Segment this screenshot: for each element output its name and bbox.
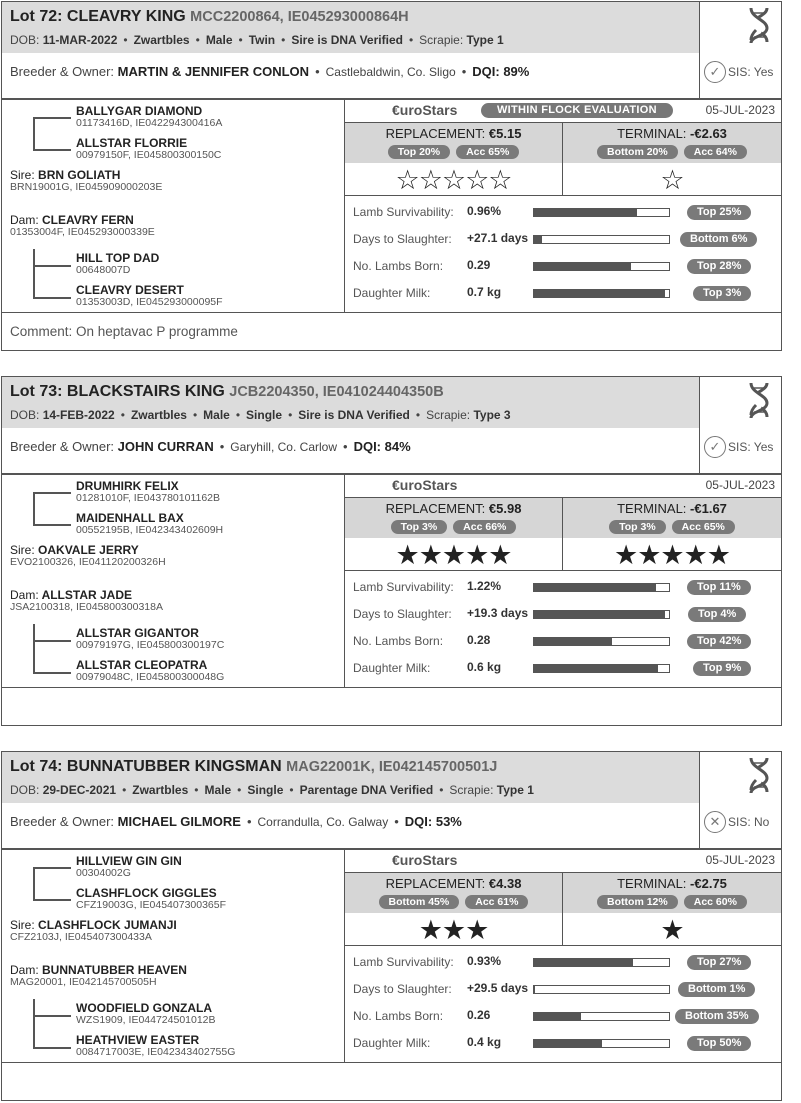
terminal-rank: Bottom 12% <box>597 895 678 909</box>
sire-dam-name: ALLSTAR FLORRIE <box>76 136 188 150</box>
evaluation-date: 05-JUL-2023 <box>705 853 775 867</box>
pedigree-line <box>33 297 71 299</box>
trait-value: 0.93% <box>467 954 502 968</box>
trait-value: 0.29 <box>467 258 491 272</box>
lot-card <box>1 376 782 726</box>
dam-id: JSA2100318, IE045800300318A <box>10 601 163 613</box>
lot-title: Lot 73: BLACKSTAIRS KING JCB2204350, IE041024404350B <box>10 383 444 400</box>
trait-rank: Top 25% <box>687 205 751 220</box>
sire-sire-id: 00304002G <box>76 867 131 879</box>
dqi: DQI: 89% <box>472 64 530 79</box>
trait-name: Daughter Milk: <box>353 286 431 300</box>
pedigree <box>2 474 345 687</box>
lot-ids: MCC2200864, IE045293000864H <box>190 9 409 25</box>
trait-row <box>345 1033 781 1055</box>
trait-bar-fill <box>534 1040 602 1047</box>
trait-bar-fill <box>534 290 665 297</box>
trait-bar-fill <box>534 584 656 591</box>
dam-sire-name: WOODFIELD GONZALA <box>76 1001 212 1015</box>
trait-value: +27.1 days <box>467 231 529 245</box>
dna-icon <box>746 381 772 419</box>
breeder-name: MARTIN & JENNIFER CONLON <box>117 64 310 79</box>
traits-list <box>345 946 781 1062</box>
comment-text: Comment: On heptavac P programme <box>10 324 238 339</box>
terminal-rank: Bottom 20% <box>597 145 678 159</box>
scrapie-label: Scrapie: <box>419 33 464 47</box>
terminal-accuracy: Acc 64% <box>684 145 747 159</box>
dam-id: 01353004F, IE045293000339E <box>10 226 155 238</box>
terminal-label: TERMINAL: -€2.75 <box>617 876 727 891</box>
sire-name: Sire: CLASHFLOCK JUMANJI <box>10 918 177 932</box>
trait-name: Days to Slaughter: <box>353 607 452 621</box>
breeder-location: Corrandulla, Co. Galway <box>257 815 389 829</box>
trait-row <box>345 631 781 653</box>
trait-bar <box>533 1012 670 1021</box>
pedigree-line <box>33 524 71 526</box>
scrapie-value: Type 1 <box>496 783 534 797</box>
replacement-index <box>345 873 563 945</box>
trait-name: Daughter Milk: <box>353 1036 431 1050</box>
breeder-label: Breeder & Owner: <box>10 814 115 829</box>
index-row <box>345 122 781 196</box>
trait-bar-fill <box>534 236 542 243</box>
trait-row <box>345 604 781 626</box>
sis-status <box>704 61 773 83</box>
lot-ids: JCB2204350, IE041024404350B <box>229 384 444 400</box>
index-row <box>345 872 781 946</box>
lot-details: DOB: 14-FEB-2022 • Zwartbles • Male • Single • Sire is DNA Verified • Scrapie: Type 3 <box>10 408 511 422</box>
sire-dam-name: MAIDENHALL BAX <box>76 511 184 525</box>
dam-name: Dam: BUNNATUBBER HEAVEN <box>10 963 187 977</box>
trait-value: +29.5 days <box>467 981 529 995</box>
lot-details: DOB: 29-DEC-2021 • Zwartbles • Male • Single • Parentage DNA Verified • Scrapie: Type 1 <box>10 783 534 797</box>
lot-header <box>2 752 699 803</box>
trait-rank: Top 3% <box>693 286 751 301</box>
breeder-name: JOHN CURRAN <box>117 439 214 454</box>
trait-bar <box>533 208 670 217</box>
lot-card <box>1 751 782 1101</box>
pedigree-line <box>33 624 35 672</box>
pedigree <box>2 849 345 1062</box>
trait-bar-fill <box>534 611 665 618</box>
breeder-location: Castlebaldwin, Co. Sligo <box>325 65 456 79</box>
sis-status <box>704 436 773 458</box>
trait-rank: Bottom 35% <box>675 1009 759 1024</box>
replacement-rank: Top 3% <box>391 520 448 534</box>
traits-list <box>345 196 781 312</box>
dob-label: DOB: <box>10 783 40 797</box>
sis-panel <box>699 752 781 848</box>
trait-bar <box>533 985 670 994</box>
replacement-rank: Top 20% <box>388 145 450 159</box>
pedigree-line <box>33 867 35 899</box>
trait-bar <box>533 664 670 673</box>
comment-box <box>2 312 781 350</box>
trait-name: Lamb Survivability: <box>353 955 454 969</box>
breeder-location: Garyhill, Co. Carlow <box>230 440 337 454</box>
breed: Zwartbles <box>132 783 189 797</box>
sire-sire-name: HILLVIEW GIN GIN <box>76 854 182 868</box>
lot-details: DOB: 11-MAR-2022 • Zwartbles • Male • Twin • Sire is DNA Verified • Scrapie: Type 1 <box>10 33 504 47</box>
dam-sire-name: HILL TOP DAD <box>76 251 160 265</box>
birth-type: Single <box>246 408 283 422</box>
replacement-rank: Bottom 45% <box>379 895 460 909</box>
trait-bar-fill <box>534 638 612 645</box>
replacement-accuracy: Acc 61% <box>465 895 528 909</box>
eurostars-logo: €uroStars <box>392 477 458 493</box>
scrapie-value: Type 3 <box>473 408 511 422</box>
sis-label: SIS: No <box>728 815 770 829</box>
trait-row <box>345 952 781 974</box>
sire-sire-name: BALLYGAR DIAMOND <box>76 104 203 118</box>
breeder-line: Breeder & Owner: JOHN CURRAN • Garyhill, Co. Carlow • DQI: 84% <box>10 439 411 454</box>
eurostars-logo: €uroStars <box>392 102 458 118</box>
dam-dam-id: 01353003D, IE045293000095F <box>76 296 223 308</box>
trait-name: No. Lambs Born: <box>353 259 444 273</box>
trait-bar-fill <box>534 263 631 270</box>
lot-header <box>2 377 699 428</box>
trait-name: Daughter Milk: <box>353 661 431 675</box>
evaluation-badge: WITHIN FLOCK EVALUATION <box>481 103 673 118</box>
trait-bar-fill <box>534 959 633 966</box>
eurostars-panel <box>345 99 781 312</box>
trait-bar <box>533 583 670 592</box>
trait-rank: Top 27% <box>687 955 751 970</box>
sire-name: Sire: BRN GOLIATH <box>10 168 121 182</box>
pedigree-line <box>33 265 71 267</box>
dob-label: DOB: <box>10 33 40 47</box>
terminal-accuracy: Acc 65% <box>672 520 735 534</box>
trait-bar <box>533 1039 670 1048</box>
breeder-label: Breeder & Owner: <box>10 64 115 79</box>
replacement-accuracy: Acc 65% <box>456 145 519 159</box>
sis-status-icon: ✓ <box>704 436 726 458</box>
pedigree-line <box>33 899 71 901</box>
lot-header <box>2 2 699 53</box>
sis-panel <box>699 2 781 98</box>
trait-name: Lamb Survivability: <box>353 580 454 594</box>
sex: Male <box>203 408 230 422</box>
dna-status: Parentage DNA Verified <box>299 783 434 797</box>
replacement-stars: ☆☆☆☆☆ <box>395 165 512 195</box>
pedigree-line <box>33 867 71 869</box>
terminal-label: TERMINAL: -€2.63 <box>617 126 727 141</box>
terminal-stars: ★ <box>660 915 684 945</box>
trait-rank: Top 42% <box>687 634 751 649</box>
trait-value: 0.96% <box>467 204 502 218</box>
dam-sire-id: WZS1909, IE044724501012B <box>76 1014 216 1026</box>
trait-rank: Top 4% <box>688 607 746 622</box>
dqi: DQI: 53% <box>404 814 462 829</box>
terminal-index <box>563 498 781 570</box>
terminal-index <box>563 123 781 195</box>
eurostars-panel <box>345 849 781 1062</box>
trait-bar <box>533 637 670 646</box>
scrapie-label: Scrapie: <box>449 783 494 797</box>
dam-name: Dam: CLEAVRY FERN <box>10 213 134 227</box>
trait-rank: Top 28% <box>687 259 751 274</box>
breeder-line: Breeder & Owner: MICHAEL GILMORE • Corrandulla, Co. Galway • DQI: 53% <box>10 814 462 829</box>
dqi: DQI: 84% <box>353 439 411 454</box>
sire-dam-name: CLASHFLOCK GIGGLES <box>76 886 217 900</box>
dob-value: 11-MAR-2022 <box>42 33 118 47</box>
lot-ids: MAG22001K, IE042145700501J <box>286 759 498 775</box>
breeder-name: MICHAEL GILMORE <box>117 814 241 829</box>
trait-bar <box>533 289 670 298</box>
comment-box <box>2 1062 781 1100</box>
sis-status-icon: ✓ <box>704 61 726 83</box>
dna-status: Sire is DNA Verified <box>291 33 403 47</box>
sire-dam-id: 00979150F, IE045800300150C <box>76 149 222 161</box>
trait-row <box>345 577 781 599</box>
lot-title: Lot 72: CLEAVRY KING MCC2200864, IE045293000864H <box>10 8 409 25</box>
trait-rank: Bottom 6% <box>680 232 757 247</box>
dam-dam-name: CLEAVRY DESERT <box>76 283 184 297</box>
dam-sire-id: 00648007D <box>76 264 131 276</box>
dam-dam-id: 0084717003E, IE042343402755G <box>76 1046 236 1058</box>
dob-value: 14-FEB-2022 <box>42 408 115 422</box>
trait-bar <box>533 958 670 967</box>
replacement-stars: ★★★★★ <box>395 540 512 570</box>
dna-icon <box>746 756 772 794</box>
sire-dam-id: CFZ19003G, IE045407300365F <box>76 899 227 911</box>
pedigree-line <box>33 117 35 149</box>
sis-label: SIS: Yes <box>728 440 774 454</box>
trait-rank: Bottom 1% <box>678 982 755 997</box>
replacement-label: REPLACEMENT: €5.98 <box>385 501 522 516</box>
trait-name: No. Lambs Born: <box>353 634 444 648</box>
dam-name: Dam: ALLSTAR JADE <box>10 588 133 602</box>
terminal-stars: ☆ <box>660 165 684 195</box>
sire-dam-id: 00552195B, IE042343402609H <box>76 524 224 536</box>
replacement-accuracy: Acc 66% <box>453 520 516 534</box>
trait-name: Days to Slaughter: <box>353 232 452 246</box>
dam-sire-name: ALLSTAR GIGANTOR <box>76 626 199 640</box>
lot-title: Lot 74: BUNNATUBBER KINGSMAN MAG22001K, IE042145700501J <box>10 758 498 775</box>
trait-bar <box>533 262 670 271</box>
scrapie-label: Scrapie: <box>426 408 471 422</box>
dob-value: 29-DEC-2021 <box>42 783 117 797</box>
trait-row <box>345 229 781 251</box>
trait-value: 1.22% <box>467 579 502 593</box>
eurostars-header <box>345 474 781 497</box>
trait-row <box>345 1006 781 1028</box>
breed: Zwartbles <box>133 33 190 47</box>
sire-name: Sire: OAKVALE JERRY <box>10 543 139 557</box>
pedigree-line <box>33 492 35 524</box>
dam-dam-id: 00979048C, IE045800300048G <box>76 671 225 683</box>
traits-list <box>345 571 781 687</box>
trait-bar-fill <box>534 209 637 216</box>
trait-name: No. Lambs Born: <box>353 1009 444 1023</box>
sis-status-icon: ✕ <box>704 811 726 833</box>
birth-type: Single <box>247 783 284 797</box>
replacement-index <box>345 498 563 570</box>
trait-row <box>345 256 781 278</box>
sire-id: CFZ2103J, IE045407300433A <box>10 931 152 943</box>
dam-dam-name: ALLSTAR CLEOPATRA <box>76 658 208 672</box>
trait-bar-fill <box>534 1013 581 1020</box>
pedigree-line <box>33 249 35 297</box>
trait-rank: Top 11% <box>687 580 751 595</box>
sire-sire-id: 01173416D, IE042294300416A <box>76 117 223 129</box>
terminal-index <box>563 873 781 945</box>
dna-status: Sire is DNA Verified <box>298 408 410 422</box>
pedigree-line <box>33 672 71 674</box>
sis-status <box>704 811 769 833</box>
replacement-stars: ★★★ <box>418 915 489 945</box>
trait-bar-fill <box>534 665 658 672</box>
trait-bar <box>533 610 670 619</box>
trait-row <box>345 979 781 1001</box>
trait-value: 0.7 kg <box>467 285 502 299</box>
breeder-line: Breeder & Owner: MARTIN & JENNIFER CONLON • Castlebaldwin, Co. Sligo • DQI: 89% <box>10 64 530 79</box>
sire-sire-name: DRUMHIRK FELIX <box>76 479 179 493</box>
pedigree-line <box>33 999 35 1047</box>
eurostars-panel <box>345 474 781 687</box>
replacement-label: REPLACEMENT: €4.38 <box>385 876 522 891</box>
trait-bar-fill <box>534 986 535 993</box>
breed: Zwartbles <box>130 408 187 422</box>
pedigree-line <box>33 1015 71 1017</box>
scrapie-value: Type 1 <box>466 33 504 47</box>
evaluation-date: 05-JUL-2023 <box>705 103 775 117</box>
sire-sire-id: 01281010F, IE043780101162B <box>76 492 221 504</box>
dam-sire-id: 00979197G, IE045800300197C <box>76 639 225 651</box>
comment-box <box>2 687 781 725</box>
eurostars-header <box>345 849 781 872</box>
dob-label: DOB: <box>10 408 40 422</box>
eurostars-header <box>345 99 781 122</box>
sis-label: SIS: Yes <box>728 65 774 79</box>
trait-value: +19.3 days <box>467 606 529 620</box>
birth-type: Twin <box>248 33 276 47</box>
pedigree-line <box>33 149 71 151</box>
breeder-label: Breeder & Owner: <box>10 439 115 454</box>
pedigree-line <box>33 1047 71 1049</box>
trait-name: Days to Slaughter: <box>353 982 452 996</box>
sex: Male <box>205 33 233 47</box>
terminal-stars: ★★★★★ <box>613 540 731 570</box>
replacement-label: REPLACEMENT: €5.15 <box>385 126 522 141</box>
trait-value: 0.4 kg <box>467 1035 502 1049</box>
dna-icon <box>746 6 772 44</box>
trait-bar <box>533 235 670 244</box>
trait-name: Lamb Survivability: <box>353 205 454 219</box>
terminal-label: TERMINAL: -€1.67 <box>617 501 727 516</box>
evaluation-date: 05-JUL-2023 <box>705 478 775 492</box>
replacement-index <box>345 123 563 195</box>
sex: Male <box>204 783 232 797</box>
trait-value: 0.26 <box>467 1008 491 1022</box>
dam-id: MAG20001, IE042145700505H <box>10 976 157 988</box>
trait-row <box>345 202 781 224</box>
pedigree-line <box>33 492 71 494</box>
lot-card <box>1 1 782 351</box>
sire-id: EVO2100326, IE041120200326H <box>10 556 166 568</box>
pedigree <box>2 99 345 312</box>
pedigree-line <box>33 640 71 642</box>
terminal-accuracy: Acc 60% <box>684 895 747 909</box>
index-row <box>345 497 781 571</box>
sire-id: BRN19001G, IE045909000203E <box>10 181 163 193</box>
trait-row <box>345 658 781 680</box>
trait-value: 0.6 kg <box>467 660 502 674</box>
trait-value: 0.28 <box>467 633 491 647</box>
sis-panel <box>699 377 781 473</box>
pedigree-line <box>33 117 71 119</box>
dam-dam-name: HEATHVIEW EASTER <box>76 1033 200 1047</box>
trait-rank: Top 50% <box>687 1036 751 1051</box>
trait-row <box>345 283 781 305</box>
eurostars-logo: €uroStars <box>392 852 458 868</box>
trait-rank: Top 9% <box>693 661 751 676</box>
terminal-rank: Top 3% <box>609 520 666 534</box>
